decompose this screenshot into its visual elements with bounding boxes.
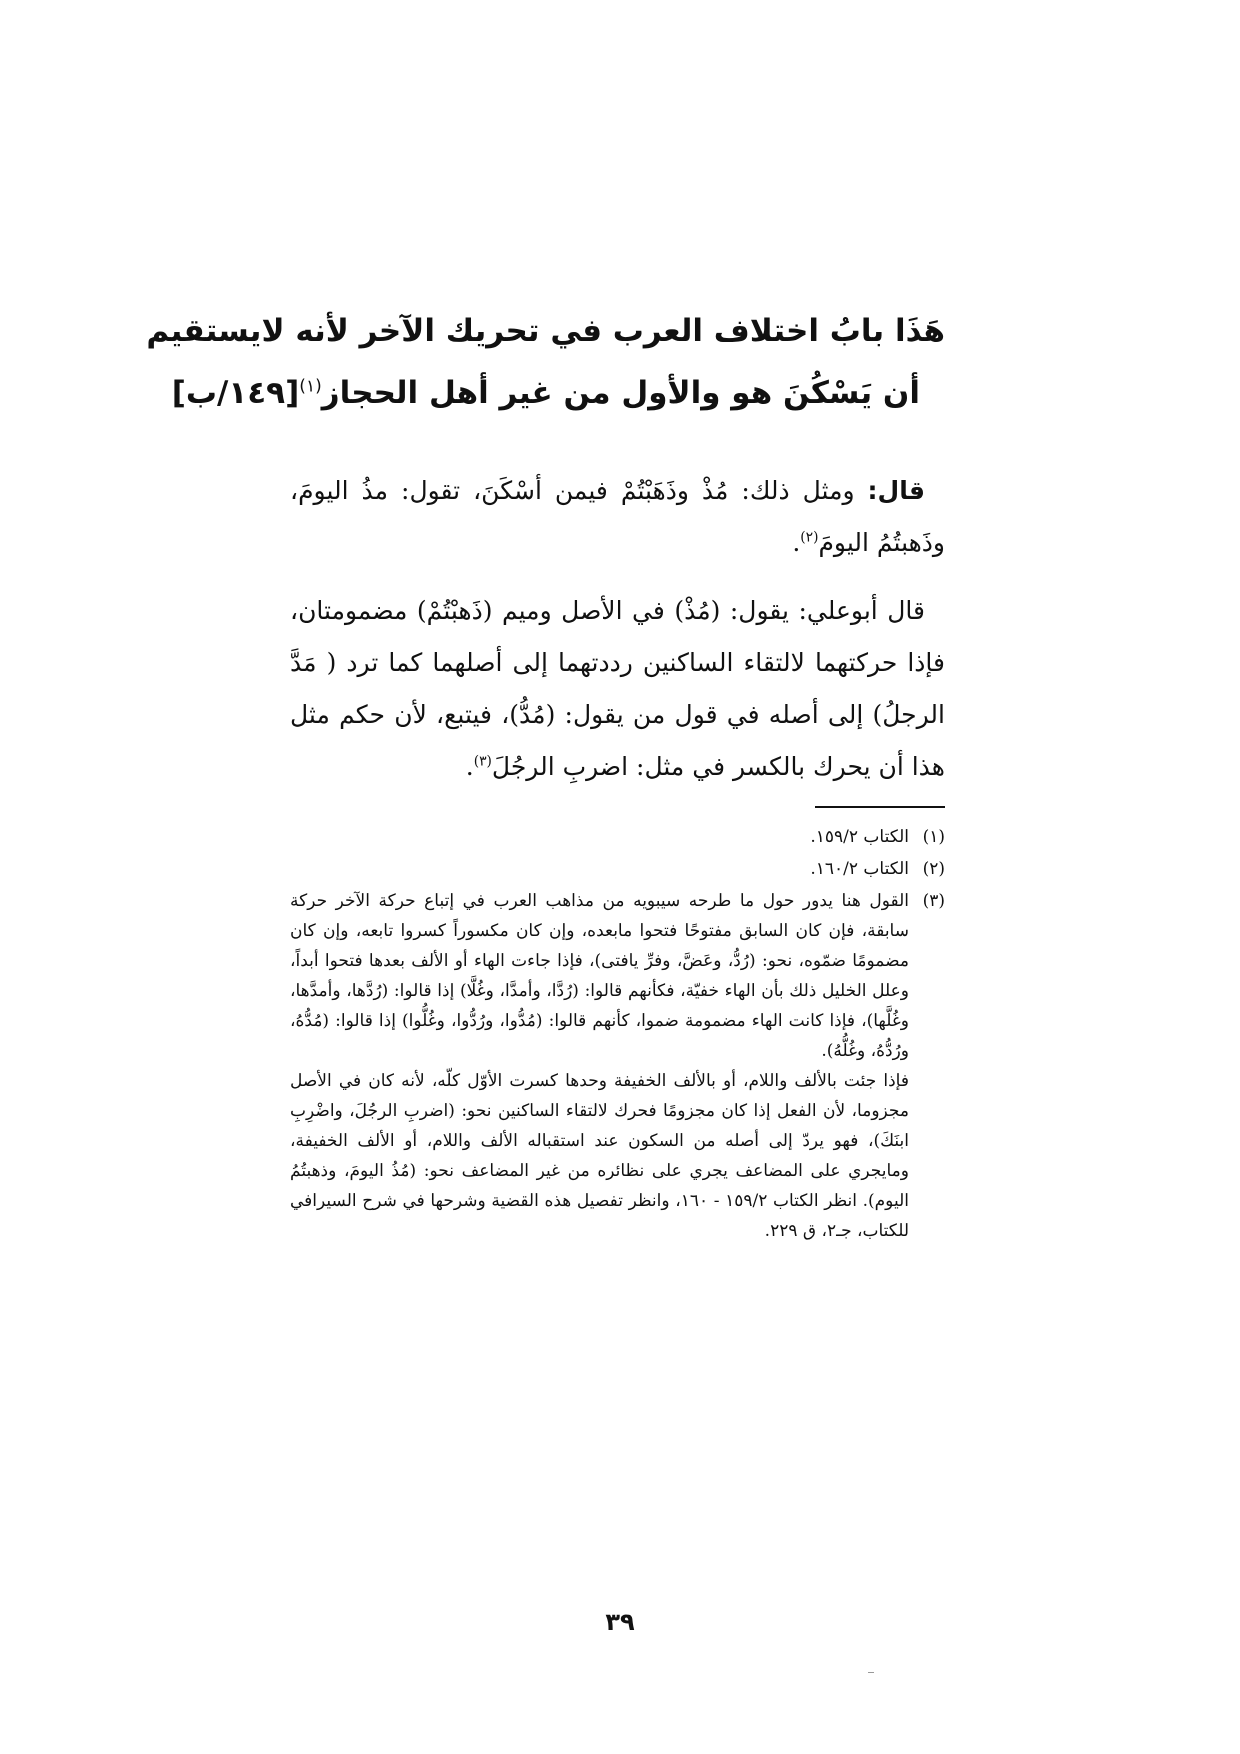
paragraph-2-footnote-ref: (٣) — [473, 753, 492, 770]
chapter-heading — [146, 300, 945, 424]
heading-line-2-text: أن يَسْكُنَ هو والأول من غير أهل الحجاز — [321, 375, 920, 411]
footnote-2-number: (٢) — [922, 859, 945, 879]
paragraph-2-end: . — [465, 752, 474, 781]
main-text — [290, 465, 945, 793]
paragraph-2 — [290, 585, 945, 793]
footnote-1-text — [290, 822, 909, 852]
footnote-3-text — [290, 886, 909, 1246]
footnote-3-paragraph-1: القول هنا يدور حول ما طرحه سيبويه من مذاهب العرب في إتباع حركة الآخر حركة سابقة، فإن كان السابق مفتوحًا فتحوا مابعده، وإن كان مكسوراً كسروا تابعه، وإن كان مضمومًا ضمّوه، نحو: (رُدُّ، وعَضَّ، وفرِّ يافتى)، فإذا جاءت الهاء أو الألف بعدها فتحوا أبداً، وعلل الخليل ذلك بأن الهاء خفيّة، فكأنهم قالوا: (رُدَّا، وأمدَّا، وغُلَّا) إذا قالوا: (رُدَّها، وأمدَّها، وغُلَّها)، فإذا كانت الهاء مضمومة ضموا، كأنهم قالوا: (مُدُّوا، ورُدُّوا، وغُلُّوا) إذا قالوا: (مُدُّهُ، ورُدُّهُ، وغُلُّهُ). — [290, 891, 909, 1061]
footnote-1-number: (١) — [922, 827, 945, 847]
heading-line-1: هَذَا بابُ اختلاف العرب في تحريك الآخر لأنه لايستقيم — [146, 313, 945, 349]
footnote-3-paragraph-2: فإذا جئت بالألف واللام، أو بالألف الخفيفة وحدها كسرت الأوّل كلّه، لأنه كان في الأصل مجزوما، لأن الفعل إذا كان مجزومًا فحرك لالتقاء الساكنين نحو: (اضربِ الرجُلَ، واضْرِبِ ابنَكَ)، فهو يردّ إلى أصله من السكون عند استقباله الألف واللام، أو الألف الخفيفة، ومايجري على المضاعف يجري على نظائره من غير المضاعف نحو: (مُذُ اليومَ، وذهبتُمُ اليوم). انظر الكتاب ١٥٩/٢ - ١٦٠، وانظر تفصيل هذه القضية وشرحها في شرح السيرافي للكتاب، جـ٢، ق ٢٢٩. — [290, 1071, 909, 1241]
paragraph-1-end: . — [792, 528, 801, 557]
footnote-1-paragraph: الكتاب ١٥٩/٢. — [810, 827, 909, 847]
footnote-separator — [815, 806, 945, 808]
heading-line-2 — [171, 362, 945, 424]
page-number: ٣٩ — [605, 1608, 635, 1636]
scan-speck — [868, 1672, 874, 1673]
paragraph-2-text: قال أبوعلي: يقول: (مُذْ) في الأصل وميم (ذَهبْتُمْ) مضمومتان، فإذا حركتهما لالتقاء الساكنين رددتهما إلى أصلهما كما ترد ( مَدَّ الرجلُ) إلى أصله في قول من يقول: (مُدُّ)، فيتبع، لأن حكم مثل هذا أن يحرك بالكسر في مثل: اضربِ الرجُلَ — [290, 596, 945, 781]
paragraph-1-text: ومثل ذلك: مُذْ وذَهَبْتُمْ فيمن أسْكَنَ، تقول: مذُ اليومَ، وذَهبتُمُ اليومَ — [290, 476, 945, 557]
heading-footnote-ref: (١) — [299, 376, 322, 397]
footnote-3-number: (٣) — [922, 891, 945, 911]
footnote-2 — [290, 854, 945, 884]
footnote-2-text — [290, 854, 909, 884]
paragraph-1-label: قال: — [867, 476, 925, 505]
footnotes — [290, 822, 945, 1248]
paragraph-1 — [290, 465, 945, 569]
footnote-1 — [290, 822, 945, 852]
footnote-3 — [290, 886, 945, 1246]
footnote-2-paragraph: الكتاب ١٦٠/٢. — [810, 859, 909, 879]
paragraph-1-footnote-ref: (٢) — [800, 529, 819, 546]
heading-folio-ref: [١٤٩/ب] — [171, 375, 300, 411]
